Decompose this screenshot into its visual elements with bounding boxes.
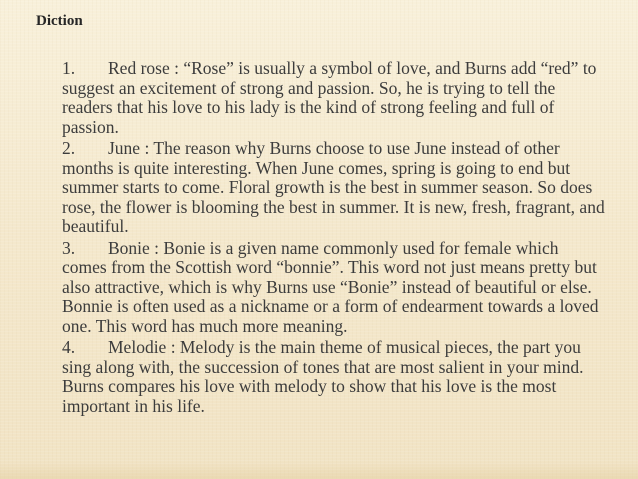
decorative-bottom-band xyxy=(0,461,638,479)
item-text: Red rose : “Rose” is usually a symbol of love, and Burns add “red” to suggest an excitement of strong and passion. So, he is trying to tell the readers that his love to his lady is the kind of strong feeling and full of passion. xyxy=(62,58,597,137)
diction-item-bonie xyxy=(62,239,607,337)
item-text: Bonie : Bonie is a given name commonly used for female which comes from the Scottish word “bonnie”. This word not just means pretty but also attractive, which is why Burns use “Bonie” instead of beautiful or else. Bonnie is often used as a nickname or a form of endearment towards a loved one. This word has much more meaning. xyxy=(62,237,599,336)
item-number: 1. xyxy=(62,58,76,78)
diction-item-melodie xyxy=(62,338,607,416)
item-text: Melodie : Melody is the main theme of musical pieces, the part you sing along with, the succession of tones that are most salient in your mind. Burns compares his love with melody to show that his love is the most important in his life. xyxy=(62,337,584,416)
diction-item-june xyxy=(62,139,607,237)
diction-item-red-rose xyxy=(62,59,607,137)
item-number: 3. xyxy=(62,237,76,258)
item-text: June : The reason why Burns choose to use June instead of other months is quite interesting. When June comes, spring is going to end but summer starts to come. Floral growth is the best in summer season. So does rose, the flower is blooming the best in summer. It is new, fresh, fragrant, and beautiful. xyxy=(62,138,605,236)
item-number: 2. xyxy=(62,138,76,158)
item-number: 4. xyxy=(62,337,76,357)
diction-list xyxy=(62,59,607,418)
slide-title: Diction xyxy=(36,13,83,29)
